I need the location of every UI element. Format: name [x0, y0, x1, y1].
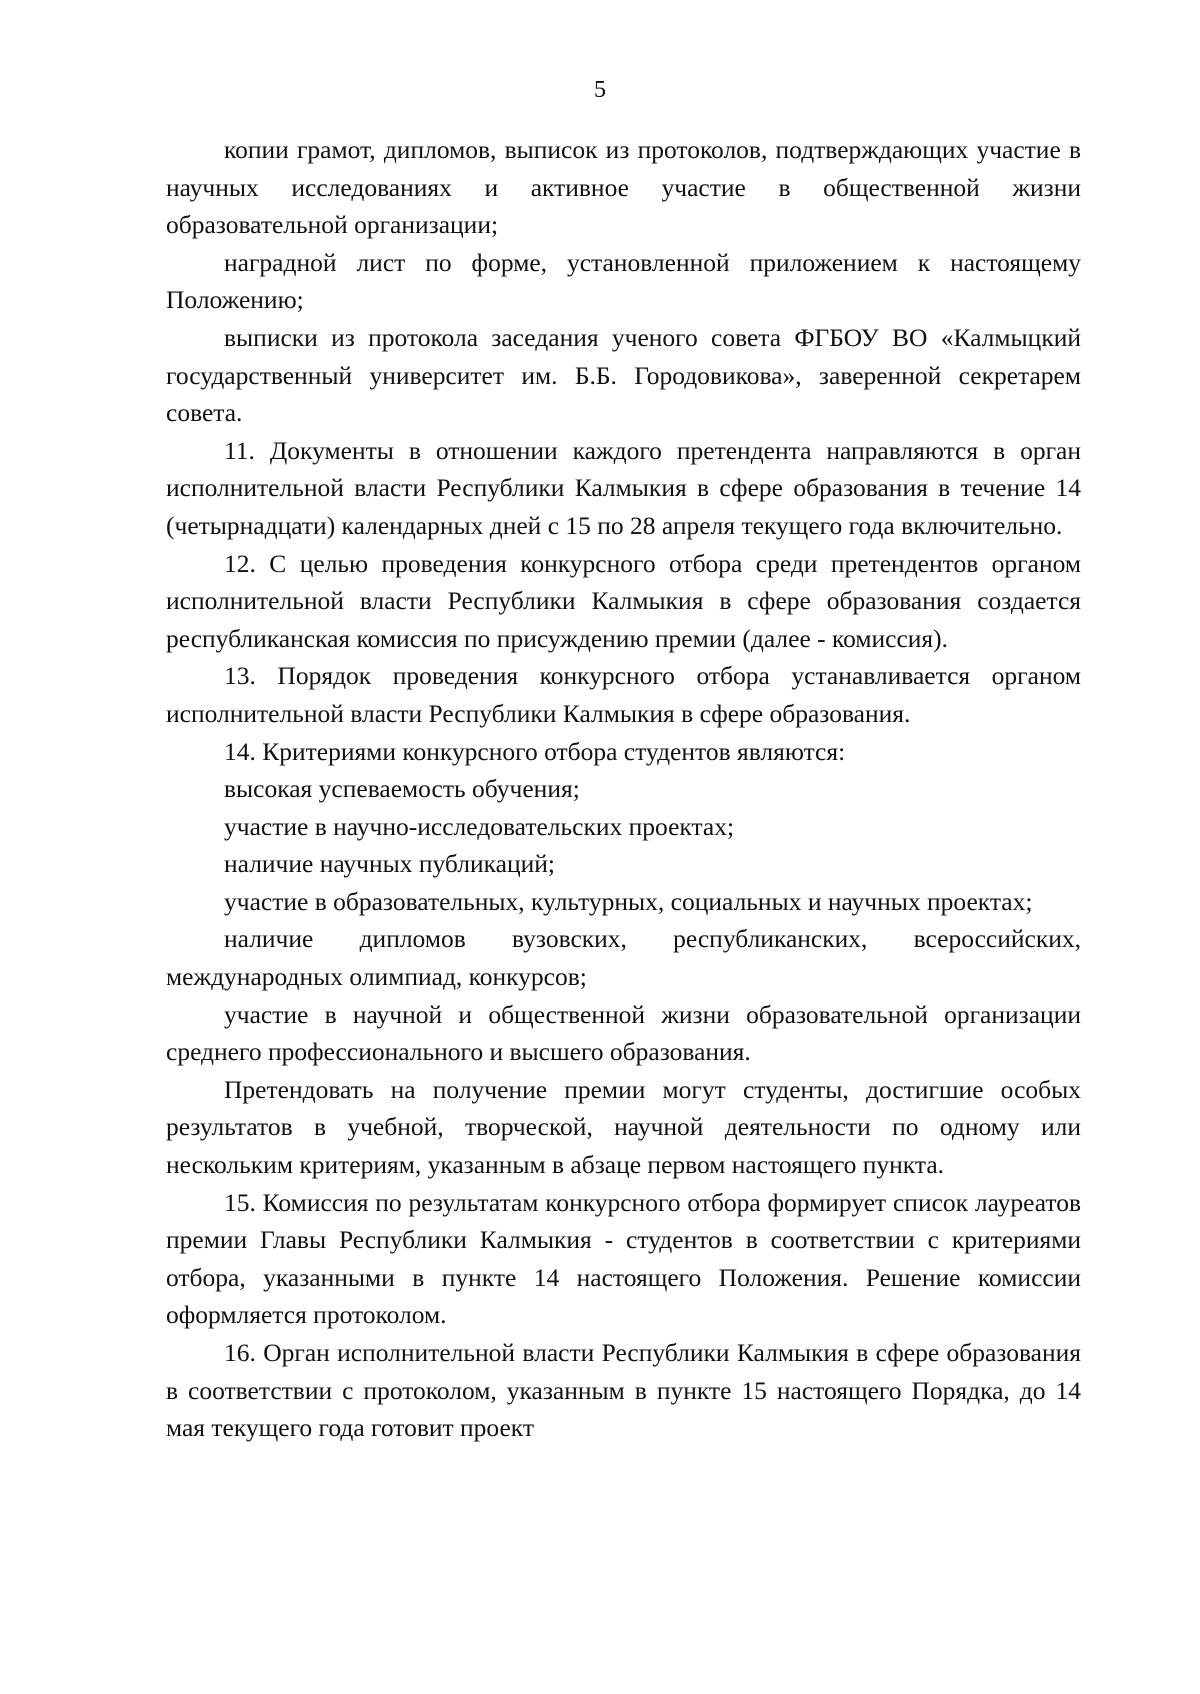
paragraph-item-16: 16. Орган исполнительной власти Республики Калмыкия в сфере образования в соответствии с протоколом, указанным в пункте 15 настоящего Порядка, до 14 мая текущего года готовит проект — [166, 1338, 1081, 1443]
paragraph-eligibility: Претендовать на получение премии могут студенты, достигшие особых результатов в учебной, творческой, научной деятельности по одному или нескольким критериям, указанным в абзаце первом настоящего пункта. — [166, 1074, 1081, 1180]
paragraph-item-12: 12. С целью проведения конкурсного отбора среди претендентов органом исполнительной власти Республики Калмыкия в сфере образования создается республиканская комиссия по присуждению премии (далее - комиссия). — [166, 548, 1081, 653]
list-item-criterion: участие в научной и общественной жизни образовательной организации среднего профессионального и высшего образования. — [166, 999, 1081, 1067]
list-item-criterion: высокая успеваемость обучения; — [224, 774, 580, 804]
paragraph-item-13: 13. Порядок проведения конкурсного отбора устанавливается органом исполнительной власти Республики Калмыкия в сфере образования. — [166, 661, 1081, 728]
document-body — [166, 131, 1081, 1447]
paragraph-award-sheet: наградной лист по форме, установленной приложением к настоящему Положению; — [166, 247, 1081, 315]
list-item-criterion: наличие дипломов вузовских, республиканских, всероссийских, международных олимпиад, конкурсов; — [166, 924, 1081, 992]
page-number: 5 — [594, 77, 606, 103]
list-item-criterion: наличие научных публикаций; — [224, 849, 555, 879]
paragraph-item-11: 11. Документы в отношении каждого претендента направляются в орган исполнительной власти Республики Калмыкия в сфере образования в течение 14 (четырнадцати) календарных дней с 15 по 28 апреля текущего года включительно. — [166, 435, 1081, 540]
list-item-criterion: участие в образовательных, культурных, социальных и научных проектах; — [224, 886, 1033, 916]
list-item-criterion: участие в научно-исследовательских проектах; — [224, 811, 735, 841]
paragraph-item-14: 14. Критериями конкурсного отбора студентов являются: — [224, 736, 846, 766]
paragraph-copies-of-diplomas: копии грамот, дипломов, выписок из протоколов, подтверждающих участие в научных исследованиях и активное участие в общественной жизни образовательной организации; — [166, 135, 1081, 240]
paragraph-item-15: 15. Комиссия по результатам конкурсного отбора формирует список лауреатов премии Главы Республики Калмыкия - студентов в соответствии с критериями отбора, указанными в пункте 14 настоящего Положения. Решение комиссии оформляется протоколом. — [166, 1187, 1081, 1330]
paragraph-council-extracts: выписки из протокола заседания ученого совета ФГБОУ ВО «Калмыцкий государственный университет им. Б.Б. Городовикова», заверенной секретарем совета. — [166, 322, 1081, 428]
